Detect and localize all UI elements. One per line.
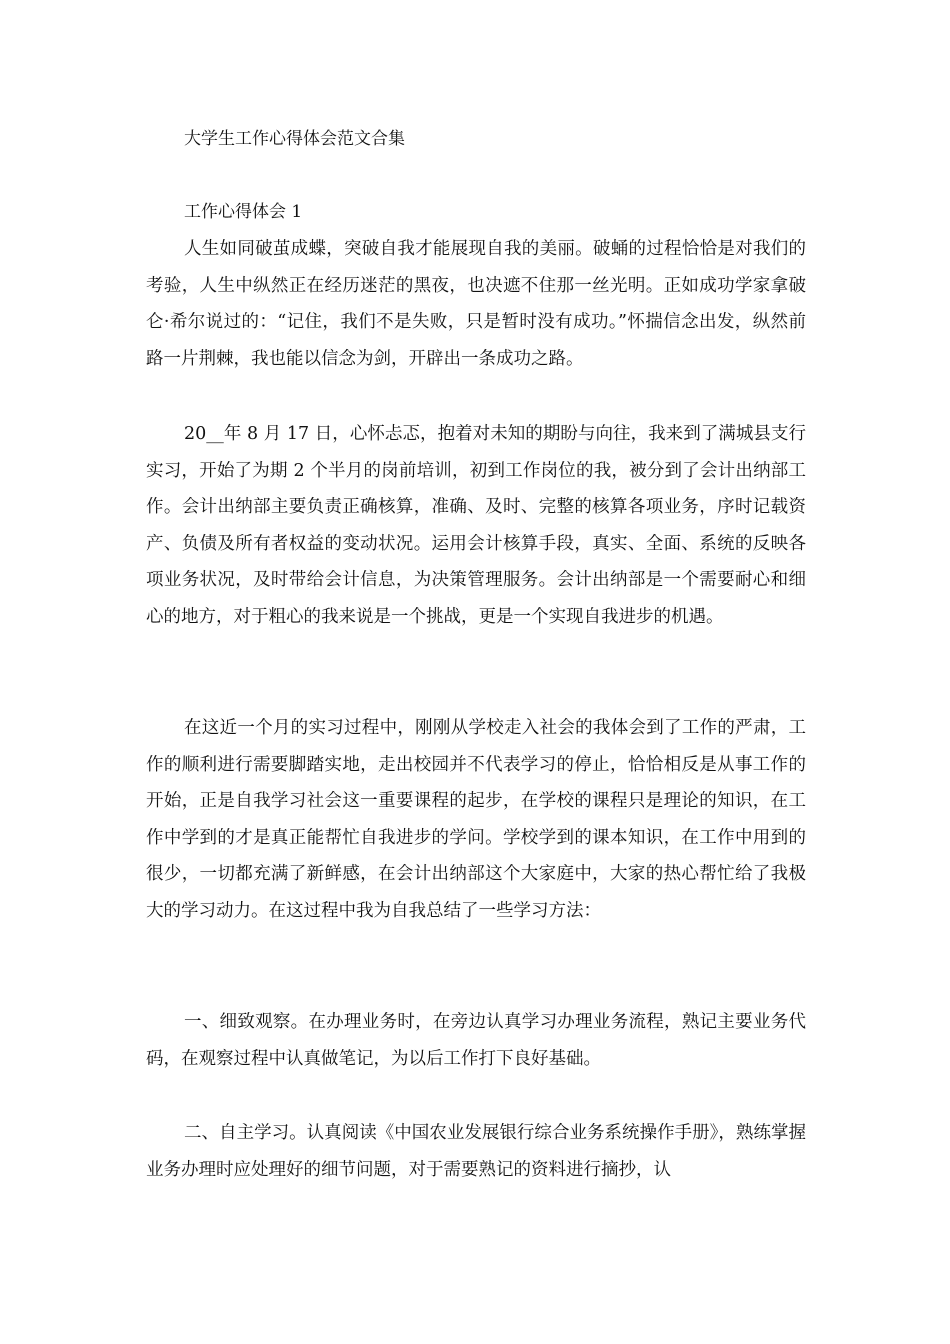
section-heading: 工作心得体会 1 <box>184 202 303 222</box>
paragraph: 人生如同破茧成蝶，突破自我才能展现自我的美丽。破蛹的过程恰恰是对我们的考验，人生中纵然正在经历迷茫的黑夜，也决遮不住那一丝光明。正如成功学家拿破仑·希尔说过的：“记住，我们不是失败，只是暂时没有成功。”怀揣信念出发，纵然前路一片荆棘，我也能以信念为剑，开辟出一条成功之路。 <box>146 239 806 369</box>
paragraph: 一、细致观察。在办理业务时，在旁边认真学习办理业务流程，熟记主要业务代码，在观察过程中认真做笔记，为以后工作打下良好基础。 <box>146 1012 806 1069</box>
document-title: 大学生工作心得体会范文合集 <box>184 129 405 149</box>
paragraph: 在这近一个月的实习过程中，刚刚从学校走入社会的我体会到了工作的严肃，工作的顺利进行需要脚踏实地，走出校园并不代表学习的停止，恰恰相反是从事工作的开始，正是自我学习社会这一重要课程的起步，在学校的课程只是理论的知识，在工作中学到的才是真正能帮忙自我进步的学问。学校学到的课本知识，在工作中用到的很少，一切都充满了新鲜感，在会计出纳部这个大家庭中，大家的热心帮忙给了我极大的学习动力。在这过程中我为自我总结了一些学习方法： <box>146 718 806 921</box>
paragraph: 二、自主学习。认真阅读《中国农业发展银行综合业务系统操作手册》，熟练掌握业务办理时应处理好的细节问题，对于需要熟记的资料进行摘抄，认 <box>146 1123 806 1180</box>
paragraph: 20__年 8 月 17 日，心怀忐忑，抱着对未知的期盼与向往，我来到了满城县支行实习，开始了为期 2 个半月的岗前培训，初到工作岗位的我，被分到了会计出纳部工作。会计出纳部主要负责正确核算，准确、及时、完整的核算各项业务，序时记载资产、负债及所有者权益的变动状况。运用会计核算手段，真实、全面、系统的反映各项业务状况，及时带给会计信息，为决策管理服务。会计出纳部是一个需要耐心和细心的地方，对于粗心的我来说是一个挑战，更是一个实现自我进步的机遇。 <box>146 424 806 627</box>
